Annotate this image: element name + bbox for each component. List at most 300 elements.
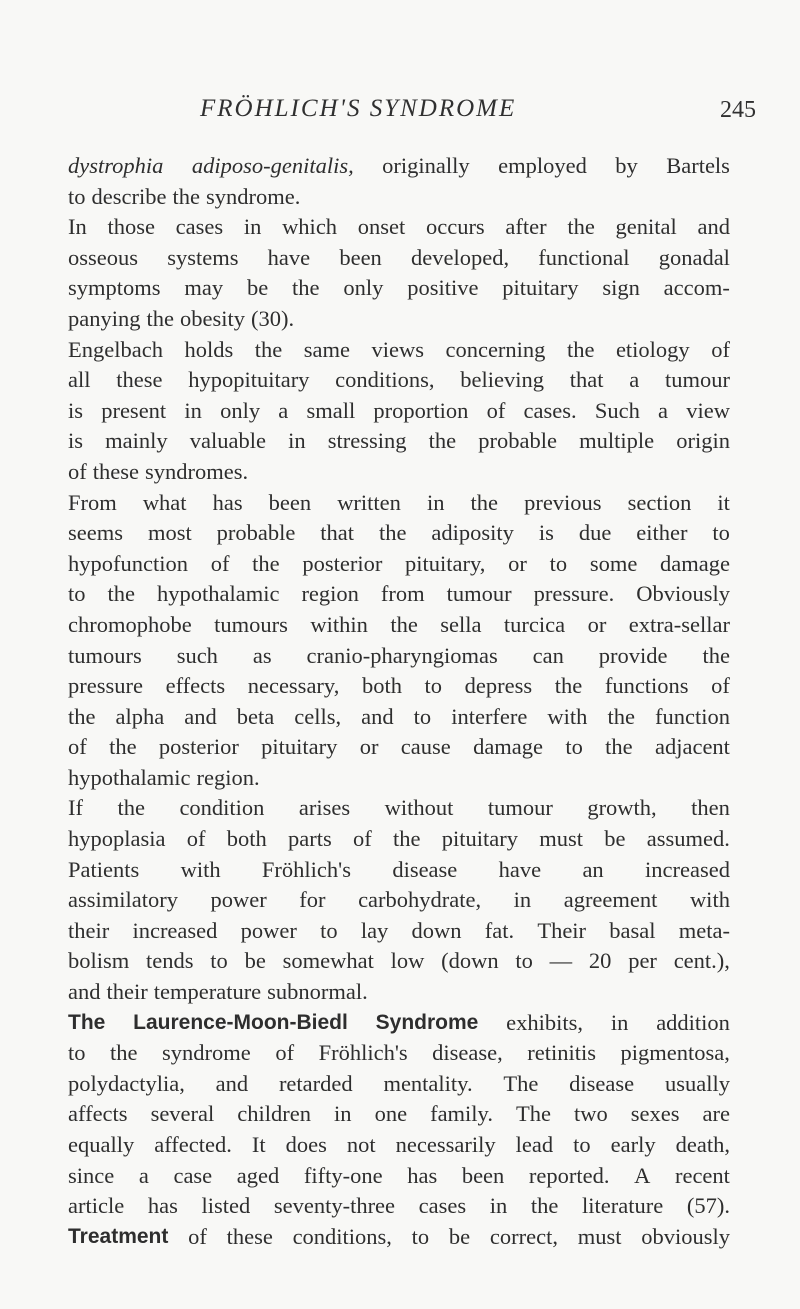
word: parts	[288, 826, 332, 852]
word: views	[371, 336, 424, 362]
text-line	[68, 671, 730, 702]
word: tumours	[214, 611, 288, 637]
word: probable	[216, 520, 296, 546]
word: of	[68, 734, 87, 760]
text-line	[68, 243, 730, 274]
word: tends	[146, 948, 194, 974]
word: The	[68, 1010, 106, 1034]
text-line	[68, 151, 730, 182]
word: the	[428, 428, 457, 454]
word: aged	[236, 1162, 280, 1188]
word: posterior	[158, 734, 239, 760]
word: the	[530, 1193, 559, 1219]
word: cases.	[523, 397, 577, 423]
word: assumed.	[646, 826, 730, 852]
word: obesity	[180, 305, 245, 331]
text-line	[68, 977, 730, 1008]
word: with	[689, 887, 730, 913]
word: proportion	[373, 397, 469, 423]
word: with	[180, 856, 221, 882]
word: carbohydrate,	[358, 887, 482, 913]
word: disease	[392, 856, 458, 882]
word: of	[711, 336, 730, 362]
word: previous	[524, 489, 602, 515]
word: somewhat	[282, 948, 374, 974]
word: per	[628, 948, 657, 974]
word: multiple	[579, 428, 655, 454]
text-line	[68, 1191, 730, 1222]
word: been	[461, 1162, 505, 1188]
word: not	[346, 1132, 376, 1157]
word: assimilatory	[68, 887, 178, 913]
word: power	[240, 917, 297, 943]
word: chromophobe	[68, 611, 192, 637]
word: Their	[537, 917, 587, 943]
word: developed,	[411, 244, 510, 270]
text-line	[68, 579, 730, 610]
word: to	[424, 673, 443, 699]
text-line	[68, 885, 730, 916]
text-line	[68, 335, 730, 366]
word: has	[147, 1193, 178, 1219]
word: listed	[201, 1193, 251, 1219]
word: Bartels	[666, 153, 730, 178]
word: If	[68, 795, 83, 821]
word: probable	[478, 428, 557, 454]
word: without	[384, 795, 454, 821]
word: an	[582, 856, 604, 882]
word: be	[448, 1223, 471, 1249]
word: origin	[676, 428, 730, 454]
word: pressure.	[533, 581, 615, 607]
word: to	[68, 581, 86, 607]
word: The	[503, 1070, 539, 1096]
word: cases	[418, 1193, 467, 1219]
word: In	[68, 214, 87, 240]
word: one	[374, 1101, 408, 1127]
word: disease	[569, 1070, 635, 1096]
word: section	[627, 489, 692, 515]
word: the	[607, 703, 635, 729]
word: have	[498, 856, 542, 882]
word: of	[353, 826, 372, 852]
word: stressing	[327, 428, 407, 454]
word: mainly	[105, 428, 168, 454]
word: region	[301, 581, 359, 607]
word: both	[226, 826, 267, 852]
word: or	[508, 550, 527, 576]
word: basal	[609, 917, 656, 943]
word: such	[176, 642, 218, 668]
word: beta	[236, 703, 275, 729]
word: turcica	[503, 611, 566, 637]
word: damage	[660, 550, 730, 576]
word: the	[470, 489, 499, 515]
word: gonadal	[658, 244, 730, 270]
word: these	[116, 367, 163, 393]
text-line	[68, 1038, 730, 1069]
word: and	[184, 703, 217, 729]
word: to	[411, 1223, 430, 1249]
word: (57).	[686, 1193, 730, 1219]
word: sella	[440, 611, 482, 637]
word: that	[320, 520, 355, 546]
text-line	[68, 182, 730, 213]
word: of	[186, 826, 206, 852]
word: these	[92, 458, 139, 484]
running-title: FRÖHLICH'S SYNDROME	[200, 95, 517, 122]
word: (down	[441, 948, 499, 974]
text-line	[68, 793, 730, 824]
word: syndrome.	[205, 183, 301, 209]
word: only	[220, 397, 261, 423]
word: in	[334, 1101, 352, 1127]
word: polydactylia,	[68, 1070, 185, 1096]
word: all	[68, 367, 91, 393]
word: Treatment	[68, 1224, 169, 1248]
word: believing	[460, 367, 545, 393]
word: be	[604, 826, 626, 852]
word: equally	[68, 1132, 135, 1157]
word: function	[654, 703, 730, 729]
word: valuable	[189, 428, 266, 454]
word: cases	[175, 214, 224, 240]
word: Fröhlich's	[261, 856, 351, 882]
word: obviously	[641, 1223, 730, 1249]
word: onset	[357, 214, 406, 240]
word: has	[212, 489, 243, 515]
text-line	[68, 1099, 730, 1130]
word: conditions,	[335, 367, 435, 393]
word: recent	[674, 1162, 730, 1188]
text-line	[68, 763, 730, 794]
word: increased	[132, 917, 218, 943]
word: affected.	[154, 1132, 232, 1157]
word: occurs	[425, 214, 485, 240]
word: accom-	[663, 275, 730, 301]
word: the	[378, 520, 407, 546]
word: growth,	[587, 795, 657, 821]
word: to	[210, 948, 228, 974]
word: concerning	[445, 336, 546, 362]
word: depress	[464, 673, 533, 699]
word: can	[532, 642, 564, 668]
word: reported.	[528, 1162, 610, 1188]
word: damage	[473, 734, 544, 760]
word: that	[569, 367, 604, 393]
word: necessarily	[395, 1132, 496, 1157]
word: in	[610, 1009, 629, 1035]
word: cause	[400, 734, 451, 760]
word: article	[68, 1193, 125, 1219]
word: from	[380, 581, 425, 607]
word: addition	[656, 1009, 730, 1035]
word: the	[254, 336, 283, 362]
word: a	[658, 397, 669, 423]
body-text	[68, 151, 730, 1252]
word: Patients	[68, 856, 140, 882]
word: been	[339, 244, 382, 270]
text-line	[68, 916, 730, 947]
text-line	[68, 1161, 730, 1192]
word: sign	[602, 275, 640, 301]
word: the	[567, 214, 595, 240]
word: these	[226, 1223, 273, 1249]
word: to	[68, 1040, 86, 1066]
word: etiology	[615, 336, 690, 362]
word: to	[68, 183, 86, 209]
word: exhibits,	[506, 1009, 584, 1035]
word: or	[359, 734, 379, 760]
word: Obviously	[636, 581, 730, 607]
word: only	[343, 275, 384, 301]
word: a	[629, 367, 640, 393]
word: hypofunction	[68, 550, 188, 576]
text-line	[68, 457, 730, 488]
text-line	[68, 732, 730, 763]
word: by	[615, 153, 638, 178]
word: pituitary	[502, 275, 579, 301]
word: of	[210, 550, 230, 576]
word: be	[246, 275, 269, 301]
word: effects	[165, 673, 226, 699]
word: pressure	[68, 673, 143, 699]
word: the	[172, 183, 200, 209]
text-line	[68, 488, 730, 519]
word: the	[117, 795, 145, 821]
word: be	[244, 948, 266, 974]
word: or	[587, 611, 607, 637]
word: and	[361, 703, 394, 729]
word: cells,	[294, 703, 342, 729]
word: tumour	[664, 367, 730, 393]
text-line	[68, 702, 730, 733]
word: have	[267, 244, 311, 270]
word: sexes	[630, 1101, 680, 1127]
word: interfere	[451, 703, 528, 729]
word: which	[282, 214, 338, 240]
word: to	[712, 520, 730, 546]
word: conditions,	[292, 1223, 392, 1249]
word: and	[697, 214, 730, 240]
word: cent.),	[673, 948, 730, 974]
word: positive	[407, 275, 479, 301]
word: lay	[360, 917, 389, 943]
word: same	[303, 336, 350, 362]
word: of	[68, 458, 87, 484]
word: a	[278, 397, 289, 423]
word: fifty-one	[303, 1162, 383, 1188]
word: pituitary	[261, 734, 338, 760]
word: fat.	[484, 917, 515, 943]
word: several	[150, 1101, 215, 1127]
word: the	[68, 703, 96, 729]
word: been	[268, 489, 312, 515]
text-line	[68, 1130, 730, 1161]
word: since	[68, 1162, 115, 1188]
word: the	[292, 275, 320, 301]
word: increased	[645, 856, 730, 882]
word: originally	[382, 153, 470, 178]
word: tumour	[487, 795, 553, 821]
word: extra-sellar	[628, 611, 730, 637]
word: to	[413, 703, 432, 729]
word: mentality.	[383, 1070, 473, 1096]
word: present	[101, 397, 167, 423]
text-line	[68, 365, 730, 396]
running-head	[0, 95, 800, 135]
word: either	[636, 520, 688, 546]
word: hypopituitary	[188, 367, 310, 393]
word: the	[605, 734, 633, 760]
word: alpha	[115, 703, 165, 729]
word: in	[184, 397, 202, 423]
word: describe	[91, 183, 167, 209]
word: small	[306, 397, 356, 423]
word: pituitary,	[405, 550, 486, 576]
word: of	[188, 1223, 207, 1249]
word: then	[691, 795, 730, 821]
word: the	[554, 673, 583, 699]
text-line	[68, 426, 730, 457]
word: disease,	[432, 1040, 503, 1066]
word: the	[110, 1040, 138, 1066]
word: in	[426, 489, 445, 515]
word: bolism	[68, 948, 130, 974]
word: both	[361, 673, 402, 699]
word: meta-	[678, 917, 730, 943]
word: to	[565, 734, 583, 760]
word: osseous	[68, 244, 139, 270]
word: dystrophia	[68, 153, 164, 178]
word: family.	[430, 1101, 493, 1127]
word: the	[109, 734, 137, 760]
text-line	[68, 1222, 730, 1253]
word: affects	[68, 1101, 128, 1127]
word: 20	[588, 948, 612, 974]
word: syndromes.	[144, 458, 249, 484]
word: posterior	[302, 550, 383, 576]
word: a	[138, 1162, 149, 1188]
word: syndrome	[162, 1040, 251, 1066]
text-line	[68, 1008, 730, 1039]
word: and	[68, 979, 101, 1005]
word: tumour	[446, 581, 512, 607]
word: hypothalamic	[156, 581, 280, 607]
word: in	[489, 1193, 508, 1219]
word: death,	[675, 1132, 730, 1157]
text-line	[68, 946, 730, 977]
text-line	[68, 212, 730, 243]
word: their	[68, 917, 110, 943]
word: From	[68, 489, 117, 515]
word: may	[184, 275, 224, 301]
word: Fröhlich's	[318, 1040, 408, 1066]
word: temperature	[153, 979, 262, 1005]
word: The	[516, 1101, 551, 1127]
text-line	[68, 1069, 730, 1100]
word: some	[589, 550, 638, 576]
word: adiposo-genitalis,	[191, 153, 354, 178]
text-line	[68, 824, 730, 855]
text-line	[68, 396, 730, 427]
word: correct,	[489, 1223, 558, 1249]
word: within	[310, 611, 368, 637]
word: it	[717, 489, 730, 515]
text-line	[68, 518, 730, 549]
word: children	[237, 1101, 312, 1127]
word: is	[538, 520, 554, 546]
word: provide	[598, 642, 668, 668]
word: (30).	[251, 305, 295, 331]
word: functional	[538, 244, 630, 270]
word: of	[275, 1040, 295, 1066]
word: must	[539, 826, 583, 852]
word: Laurence-Moon-Biedl	[133, 1010, 348, 1034]
text-line	[68, 855, 730, 886]
text-line	[68, 304, 730, 335]
word: low	[390, 948, 425, 974]
word: arises	[298, 795, 351, 821]
word: for	[299, 887, 326, 913]
word: must	[577, 1223, 622, 1249]
word: functions	[604, 673, 689, 699]
word: those	[107, 214, 155, 240]
word: early	[610, 1132, 656, 1157]
word: is	[68, 397, 84, 423]
word: what	[142, 489, 187, 515]
word: Syndrome	[375, 1010, 479, 1034]
word: written	[337, 489, 401, 515]
word: hypoplasia	[68, 826, 166, 852]
word: the	[252, 550, 280, 576]
word: pigmentosa,	[620, 1040, 730, 1066]
word: Such	[594, 397, 640, 423]
word: necessary,	[247, 673, 340, 699]
word: pituitary	[441, 826, 518, 852]
word: has	[407, 1162, 438, 1188]
word: the	[393, 826, 421, 852]
word: two	[574, 1101, 608, 1127]
word: panying	[68, 305, 141, 331]
word: view	[686, 397, 730, 423]
word: cranio-pharyngiomas	[306, 642, 498, 668]
word: Engelbach	[68, 336, 163, 362]
word: due	[578, 520, 612, 546]
word: adiposity	[431, 520, 514, 546]
word: the	[566, 336, 595, 362]
word: holds	[184, 336, 234, 362]
word: in	[513, 887, 532, 913]
word: symptoms	[68, 275, 161, 301]
word: usually	[664, 1070, 730, 1096]
word: the	[146, 305, 174, 331]
word: are	[702, 1101, 730, 1127]
word: to	[320, 917, 338, 943]
word: agreement	[563, 887, 658, 913]
text-line	[68, 641, 730, 672]
word: down	[411, 917, 462, 943]
word: the	[390, 611, 418, 637]
word: with	[547, 703, 588, 729]
word: and	[215, 1070, 249, 1096]
word: genital	[615, 214, 677, 240]
word: seems	[68, 520, 123, 546]
word: lead	[515, 1132, 554, 1157]
word: condition	[179, 795, 265, 821]
word: retarded	[278, 1070, 353, 1096]
page-number: 245	[720, 97, 756, 123]
